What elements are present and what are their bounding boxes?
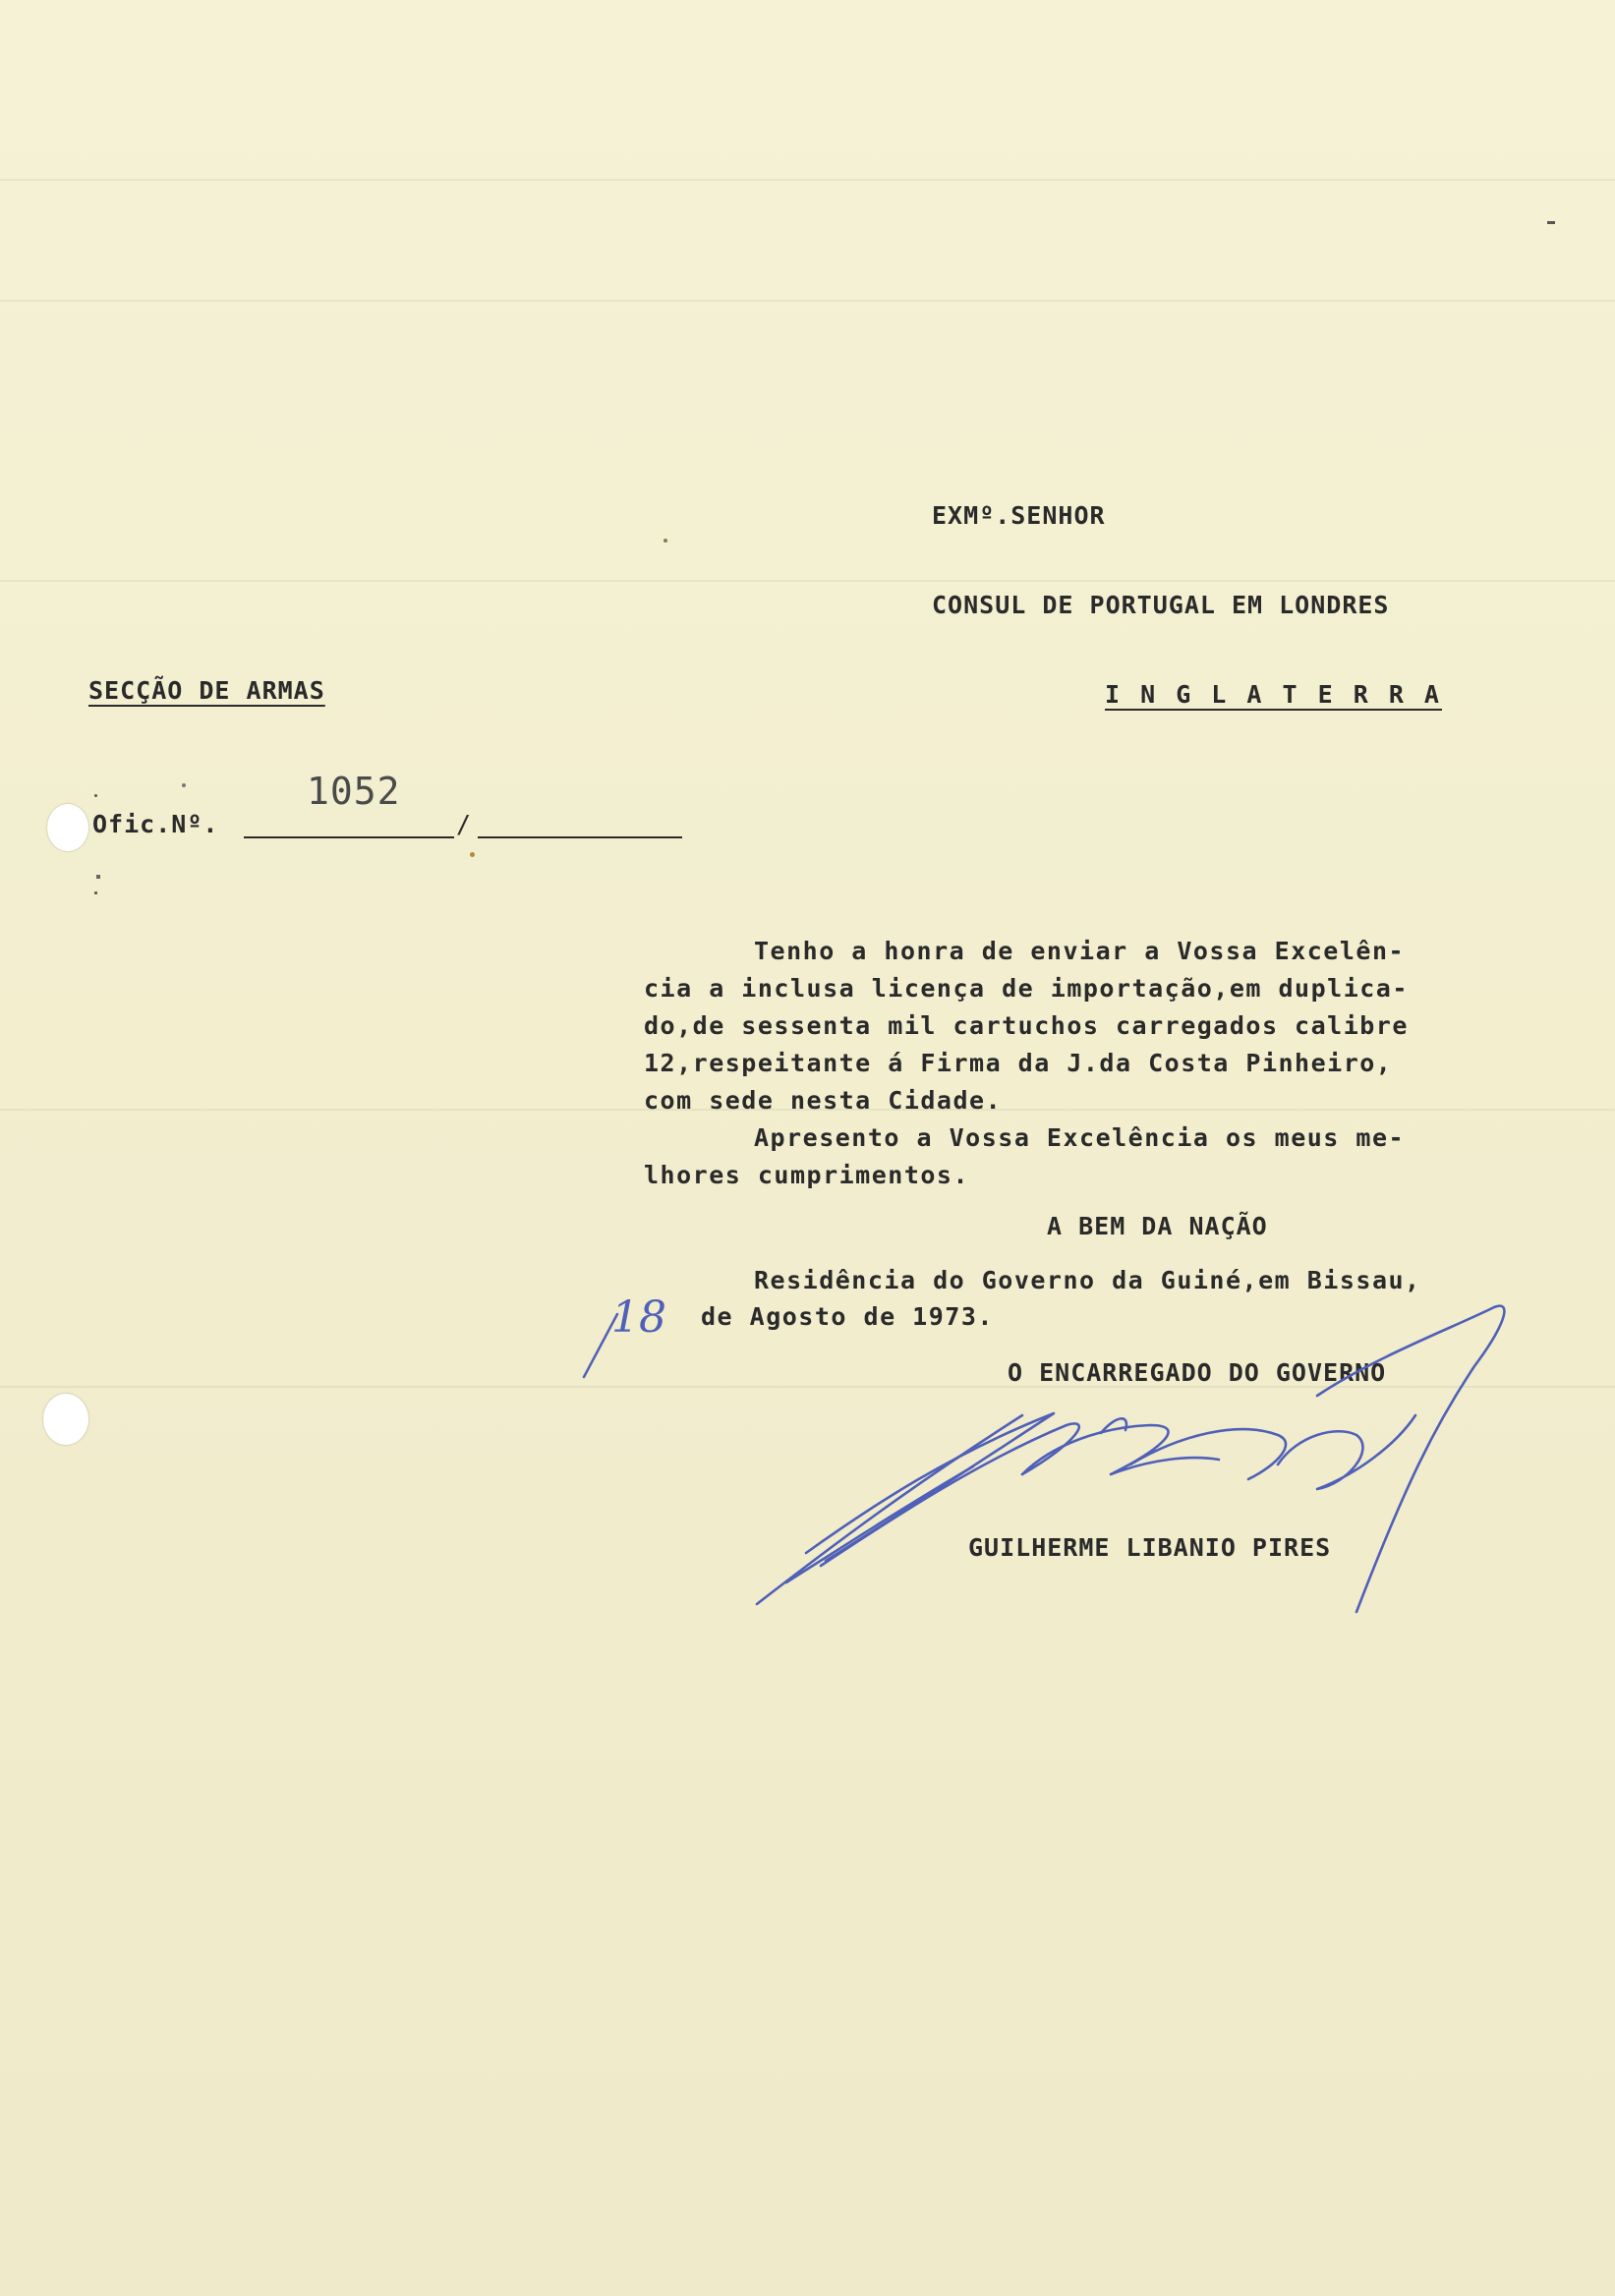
body-line: lhores cumprimentos. [644, 1161, 970, 1189]
addressee-country: I N G L A T E R R A [1105, 680, 1442, 709]
body-line: do,de sessenta mil cartuchos carregados calibre [644, 1011, 1409, 1040]
paper-speck [96, 875, 100, 879]
paper-speck [182, 783, 186, 787]
paper-speck [94, 891, 97, 894]
paper-crease [0, 300, 1615, 302]
closing-place: Residência do Governo da Guiné,em Bissau, [754, 1266, 1421, 1294]
paper-speck [470, 852, 475, 857]
body-line: cia a inclusa licença de importação,em duplica- [644, 974, 1409, 1003]
body-line: Apresento a Vossa Excelência os meus me- [754, 1123, 1406, 1152]
office-ref-label: Ofic.Nº. [92, 810, 219, 838]
closing-office: O ENCARREGADO DO GOVERNO [1008, 1358, 1387, 1387]
office-ref-year-line [478, 836, 682, 838]
closing-date: de Agosto de 1973. [701, 1302, 994, 1331]
handwritten-day-stroke [580, 1292, 637, 1381]
punch-hole [47, 804, 88, 851]
paper-crease [0, 580, 1615, 582]
section-heading: SECÇÃO DE ARMAS [88, 676, 325, 705]
signatory-name: GUILHERME LIBANIO PIRES [968, 1533, 1332, 1562]
handwritten-day: 18 [611, 1292, 666, 1343]
body-line: Tenho a honra de enviar a Vossa Excelên- [754, 937, 1406, 965]
addressee-title: CONSUL DE PORTUGAL EM LONDRES [932, 591, 1390, 619]
office-ref-slash: / [456, 810, 473, 838]
paper-speck [94, 794, 97, 797]
closing-motto: A BEM DA NAÇÃO [1047, 1212, 1268, 1240]
office-ref-number: 1052 [307, 770, 401, 813]
paper-speck [1547, 221, 1555, 224]
body-line: 12,respeitante á Firma da J.da Costa Pinheiro, [644, 1049, 1393, 1077]
addressee-salutation: EXMº.SENHOR [932, 501, 1106, 530]
paper-crease [0, 179, 1615, 181]
signature-image [727, 1288, 1533, 1671]
paper-speck [663, 539, 667, 543]
body-line: com sede nesta Cidade. [644, 1086, 1003, 1115]
office-ref-number-line [244, 836, 454, 838]
punch-hole [43, 1394, 88, 1445]
